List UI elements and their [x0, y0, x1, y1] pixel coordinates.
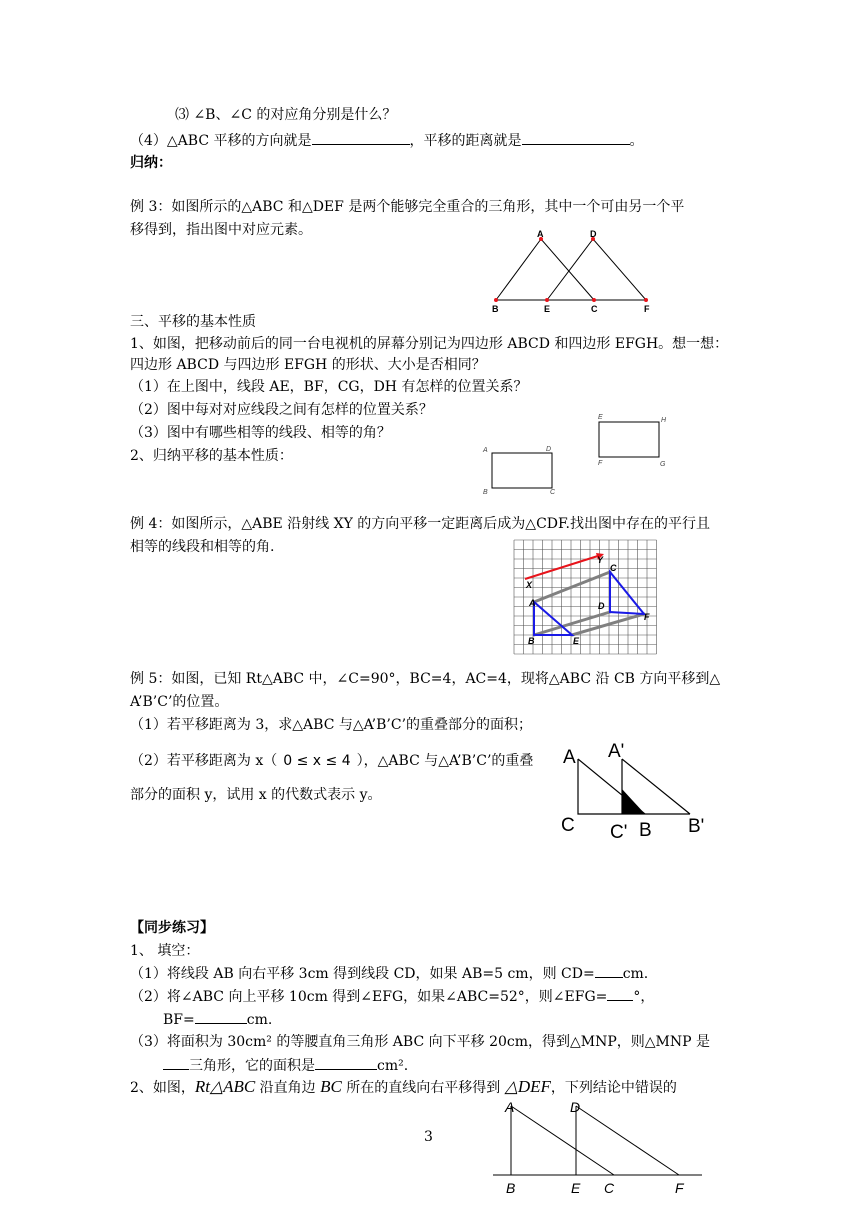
q4-blank-distance[interactable] [522, 130, 630, 145]
shift-line-ef [572, 614, 644, 635]
fill-3-blank-area[interactable] [315, 1055, 377, 1070]
ex4-line-1: 例 4：如图所示，△ABE 沿射线 XY 的方向平移一定距离后成为△CDF.找出图中存在的平行且 [130, 516, 710, 532]
q4-text-b: ，平移的距离就是 [409, 133, 522, 149]
label-d: D [598, 601, 605, 611]
ex3-line-2: 移得到，指出图中对应元素。 [130, 222, 312, 238]
label-c: C [550, 489, 556, 496]
shift-line-bd [534, 612, 610, 635]
triangle-abc [496, 239, 594, 300]
label-c: C [591, 304, 598, 314]
fill-2 [130, 986, 654, 1007]
label-b: B [506, 1180, 516, 1196]
fill-3-text-c: cm². [377, 1058, 409, 1074]
ex5-line-1: 例 5：如图，已知 Rt△ABC 中，∠C=90°，BC=4，AC=4，现将△ABC 沿 CB 方向平移到△ [130, 671, 721, 687]
q2-line [130, 1077, 677, 1098]
q4-line [130, 130, 644, 151]
fill-2-text-a: （2）将∠ABC 向上平移 10cm 得到∠EFG，如果∠ABC=52°，则∠EFG= [130, 989, 608, 1005]
section-3-heading: 三、平移的基本性质 [130, 314, 256, 330]
rect-efgh [599, 422, 659, 457]
label-b: B [483, 489, 488, 496]
point-e [545, 298, 549, 302]
label-d: D [570, 1099, 581, 1115]
rect-abcd [492, 453, 552, 488]
fill-1-text-b: cm. [622, 966, 649, 982]
label-e: E [571, 1180, 581, 1196]
label-b: B [528, 636, 535, 646]
fill-3: （3）将面积为 30cm² 的等腰直角三角形 ABC 向下平移 20cm，得到△MNP，则△MNP 是 [130, 1034, 710, 1050]
p1-line-1: 1、如图，把移动前后的同一台电视机的屏幕分别记为四边形 ABCD 和四边形 EFGH。想一想： [130, 336, 729, 352]
p1-question-1: （1）在上图中，线段 AE，BF，CG，DH 有怎样的位置关系？ [130, 379, 528, 395]
ray-xy-arrow [525, 555, 601, 579]
q2-text-a: 2、如图， [130, 1080, 195, 1096]
label-h: H [661, 417, 667, 424]
q3-line: ⑶ ∠B、∠C 的对应角分别是什么？ [175, 107, 397, 123]
fill-2-blank-bf[interactable] [195, 1009, 247, 1024]
figure-ex4-grid [512, 538, 658, 658]
fill-1-blank[interactable] [595, 963, 623, 978]
ex5-q2-text-b: ），△ABC 与△A’B’C’的重叠 [356, 753, 534, 769]
p1-line-2: 四边形 ABCD 与四边形 EFGH 的形状、大小是否相同？ [130, 357, 486, 373]
summary-heading: 归纳： [130, 155, 172, 171]
label-b: B [639, 820, 652, 841]
label-f: F [644, 612, 650, 622]
point-f [644, 298, 648, 302]
grid [514, 540, 657, 654]
fill-1 [130, 963, 648, 984]
p1-question-2: （2）图中每对对应线段之间有怎样的位置关系？ [130, 402, 433, 418]
p2-line: 2、归纳平移的基本性质： [130, 448, 293, 464]
fill-2-text-b: °， [633, 989, 655, 1005]
q2-rt-abc: Rt△ABC [194, 1077, 256, 1096]
label-a: A [563, 747, 576, 768]
label-e: E [573, 636, 580, 646]
label-f: F [675, 1180, 684, 1196]
fill-1-text-a: （1）将线段 AB 向右平移 3cm 得到线段 CD，如果 AB=5 cm，则 CD= [130, 966, 595, 982]
label-c: C [561, 815, 575, 836]
ex4-line-2: 相等的线段和相等的角. [130, 539, 275, 555]
label-e: E [598, 414, 603, 421]
overlap-region [622, 789, 645, 814]
shift-line-ac [534, 572, 610, 602]
p1-question-3: （3）图中有哪些相等的线段、相等的角？ [130, 425, 391, 441]
label-d: D [590, 229, 597, 239]
ex5-question-2 [130, 751, 533, 771]
fill-3-blank-type[interactable] [163, 1055, 189, 1070]
q2-text-c: 所在的直线向右平移得到 [341, 1080, 505, 1096]
q4-blank-direction[interactable] [312, 130, 410, 145]
hypotenuse-ac [511, 1106, 614, 1175]
label-f: F [598, 460, 603, 467]
label-c: C [604, 1180, 615, 1196]
q4-text-a: （4）△ABC 平移的方向就是 [130, 133, 312, 149]
label-y: Y [597, 555, 604, 565]
sync-practice-heading: 【同步练习】 [130, 920, 214, 936]
q2-bc: BC [320, 1077, 342, 1096]
label-x: X [526, 580, 533, 590]
triangle-def [547, 239, 646, 300]
label-g: G [660, 461, 666, 468]
figure-q2-triangles [490, 1096, 705, 1216]
label-a: A [529, 598, 536, 608]
hypotenuse-df [576, 1106, 679, 1175]
ex5-question-2-cont: 部分的面积 y，试用 x 的代数式表示 y。 [130, 787, 382, 803]
label-b-prime: B' [688, 816, 705, 837]
ex5-q2-range: 0 ≤ x ≤ 4 [283, 753, 351, 769]
figure-tv-rectangles [480, 408, 680, 503]
q2-def: △DEF [504, 1077, 551, 1096]
figure-ex3-triangles [486, 226, 666, 318]
label-f: F [644, 304, 650, 314]
ex3-line-1: 例 3：如图所示的△ABC 和△DEF 是两个能够完全重合的三角形，其中一个可由另一个平 [130, 199, 685, 215]
fill-2-blank-angle[interactable] [607, 986, 633, 1001]
label-a-prime: A' [608, 741, 625, 762]
label-a: A [505, 1099, 515, 1115]
label-a: A [483, 447, 488, 454]
page-number: 3 [424, 1129, 433, 1145]
q2-text-b: 沿直角边 [255, 1080, 321, 1096]
label-d: D [546, 446, 552, 453]
point-b [494, 298, 498, 302]
fill-3-cont [163, 1055, 408, 1076]
label-b: B [492, 304, 499, 314]
figure-ex5-triangles [555, 738, 715, 848]
label-e: E [544, 304, 551, 314]
point-c [592, 298, 596, 302]
fill-2-cont [163, 1009, 272, 1030]
q2-text-d: ，下列结论中错误的 [550, 1080, 677, 1096]
label-c: C [610, 563, 617, 573]
label-c-prime: C' [610, 822, 628, 843]
fill-3-text-b: 三角形，它的面积是 [189, 1058, 315, 1074]
q4-text-c: 。 [629, 133, 644, 149]
label-a: A [537, 229, 544, 239]
ex5-question-1: （1）若平移距离为 3，求△ABC 与△A’B’C’的重叠部分的面积； [130, 717, 533, 733]
fill-heading: 1、 填空： [130, 943, 200, 959]
hypotenuse-ab [578, 759, 645, 814]
ex5-line-2: A’B’C’的位置。 [130, 694, 229, 710]
ex5-q2-text-a: （2）若平移距离为 x（ [130, 753, 278, 769]
fill-2-text-d: cm. [246, 1012, 273, 1028]
fill-2-text-c: BF= [163, 1012, 195, 1028]
